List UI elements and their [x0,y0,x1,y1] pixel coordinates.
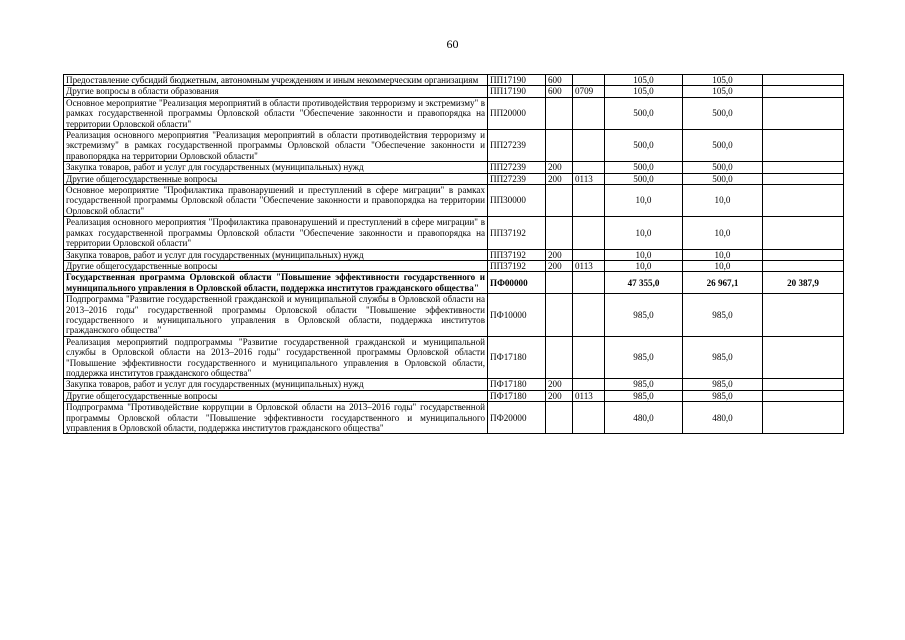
cell-section-code [573,130,605,162]
cell-target-code: ПФ17180 [488,390,546,401]
table-row [64,86,844,97]
cell-section-code [573,75,605,86]
cell-target-code: ПП17190 [488,86,546,97]
cell-amount-3 [763,294,844,337]
table-row [64,390,844,401]
cell-amount-2: 480,0 [683,402,763,434]
cell-target-code: ПП17190 [488,75,546,86]
cell-section-code: 0113 [573,390,605,401]
cell-name: Реализация основного мероприятия "Профилактика правонарушений и преступлений в сфере миграции" в рамках государственной программы Орловской области "Обеспечение законности и правопорядка на территории Орловской области" [64,217,488,249]
cell-name: Закупка товаров, работ и услуг для государственных (муниципальных) нужд [64,379,488,390]
cell-amount-total: 10,0 [605,260,683,271]
cell-amount-3 [763,217,844,249]
cell-expense-type [546,217,573,249]
cell-target-code: ПП30000 [488,185,546,217]
cell-amount-3 [763,130,844,162]
cell-amount-total: 500,0 [605,130,683,162]
cell-name: Предоставление субсидий бюджетным, автономным учреждениям и иным некоммерческим организациям [64,75,488,86]
cell-expense-type: 200 [546,379,573,390]
cell-target-code: ПП20000 [488,97,546,129]
cell-name: Государственная программа Орловской области "Повышение эффективности государственного и муниципального управления в Орловской области, поддержка институтов гражданского общества" [64,272,488,294]
cell-target-code: ПФ00000 [488,272,546,294]
table-row [64,185,844,217]
cell-section-code [573,162,605,173]
cell-amount-total: 500,0 [605,162,683,173]
cell-amount-3 [763,249,844,260]
cell-name: Реализация мероприятий подпрограммы "Развитие государственной гражданской и муниципальной службы в Орловской области на 2013–2016 годы" государственной программы Орловской области "Повышение эффективности государственного и муниципального управления в Орловской области, поддержка институтов гражданского общества" [64,336,488,379]
cell-expense-type [546,130,573,162]
cell-amount-total: 985,0 [605,294,683,337]
table-row [64,379,844,390]
cell-name: Другие общегосударственные вопросы [64,260,488,271]
cell-name: Другие общегосударственные вопросы [64,390,488,401]
cell-name: Основное мероприятие "Реализация мероприятий в области противодействия терроризму и экстремизму" в рамках государственной программы Орловской области "Обеспечение законности и правопорядка на территории Орловской области" [64,97,488,129]
cell-amount-3 [763,97,844,129]
cell-amount-total: 480,0 [605,402,683,434]
cell-amount-2: 500,0 [683,97,763,129]
cell-section-code [573,402,605,434]
cell-amount-total: 500,0 [605,97,683,129]
table-row [64,336,844,379]
cell-section-code [573,217,605,249]
cell-amount-total: 985,0 [605,390,683,401]
cell-amount-2: 500,0 [683,173,763,184]
table-row [64,294,844,337]
table-body [64,75,844,434]
cell-amount-3 [763,336,844,379]
table-row [64,402,844,434]
cell-section-code [573,336,605,379]
cell-target-code: ПФ17180 [488,336,546,379]
cell-section-code [573,185,605,217]
cell-amount-total: 985,0 [605,336,683,379]
cell-section-code: 0709 [573,86,605,97]
cell-amount-3 [763,402,844,434]
cell-section-code [573,379,605,390]
cell-expense-type [546,185,573,217]
cell-name: Реализация основного мероприятия "Реализация мероприятий в области противодействия терроризму и экстремизму" в рамках государственной программы Орловской области "Обеспечение законности и правопорядка на территории Орловской области" [64,130,488,162]
cell-expense-type: 200 [546,173,573,184]
cell-amount-total: 10,0 [605,217,683,249]
cell-amount-2: 985,0 [683,390,763,401]
table-row [64,130,844,162]
cell-target-code: ПП37192 [488,217,546,249]
cell-amount-3 [763,260,844,271]
cell-amount-total: 985,0 [605,379,683,390]
cell-section-code: 0113 [573,173,605,184]
cell-amount-total: 10,0 [605,249,683,260]
cell-target-code: ПП27239 [488,130,546,162]
cell-target-code: ПП27239 [488,173,546,184]
cell-amount-2: 26 967,1 [683,272,763,294]
cell-amount-total: 47 355,0 [605,272,683,294]
table-row [64,249,844,260]
cell-amount-2: 985,0 [683,336,763,379]
cell-amount-3: 20 387,9 [763,272,844,294]
cell-amount-2: 985,0 [683,379,763,390]
cell-section-code [573,294,605,337]
cell-section-code: 0113 [573,260,605,271]
cell-amount-3 [763,173,844,184]
cell-section-code [573,249,605,260]
cell-amount-3 [763,75,844,86]
cell-expense-type [546,97,573,129]
cell-target-code: ПФ17180 [488,379,546,390]
cell-name: Закупка товаров, работ и услуг для государственных (муниципальных) нужд [64,162,488,173]
cell-expense-type: 200 [546,249,573,260]
cell-amount-2: 105,0 [683,86,763,97]
cell-section-code [573,97,605,129]
cell-expense-type: 600 [546,75,573,86]
cell-amount-2: 10,0 [683,185,763,217]
table-row [64,217,844,249]
cell-expense-type [546,402,573,434]
cell-amount-total: 105,0 [605,75,683,86]
cell-amount-total: 500,0 [605,173,683,184]
cell-amount-3 [763,390,844,401]
cell-amount-2: 985,0 [683,294,763,337]
cell-amount-2: 500,0 [683,130,763,162]
cell-name: Подпрограмма "Развитие государственной гражданской и муниципальной службы в Орловской области на 2013–2016 годы" государственной программы Орловской области "Повышение эффективности государственного и муниципального управления в Орловской области, поддержка институтов гражданского общества" [64,294,488,337]
cell-amount-2: 10,0 [683,217,763,249]
page-number: 60 [446,37,459,51]
budget-table [63,74,844,434]
cell-amount-3 [763,185,844,217]
cell-target-code: ПП37192 [488,260,546,271]
cell-amount-3 [763,86,844,97]
cell-amount-2: 500,0 [683,162,763,173]
cell-name: Другие общегосударственные вопросы [64,173,488,184]
cell-target-code: ПП27239 [488,162,546,173]
cell-expense-type: 600 [546,86,573,97]
cell-expense-type: 200 [546,162,573,173]
cell-expense-type [546,336,573,379]
cell-name: Основное мероприятие "Профилактика правонарушений и преступлений в сфере миграции" в рамках государственной программы Орловской области "Обеспечение законности и правопорядка на территории Орловской области" [64,185,488,217]
cell-amount-total: 10,0 [605,185,683,217]
cell-amount-2: 105,0 [683,75,763,86]
table-row [64,173,844,184]
cell-target-code: ПФ20000 [488,402,546,434]
cell-amount-3 [763,162,844,173]
cell-target-code: ПП37192 [488,249,546,260]
cell-target-code: ПФ10000 [488,294,546,337]
cell-amount-total: 105,0 [605,86,683,97]
cell-section-code [573,272,605,294]
table-row [64,260,844,271]
cell-expense-type [546,294,573,337]
table-row [64,75,844,86]
cell-amount-2: 10,0 [683,260,763,271]
cell-expense-type: 200 [546,390,573,401]
cell-amount-2: 10,0 [683,249,763,260]
cell-name: Закупка товаров, работ и услуг для государственных (муниципальных) нужд [64,249,488,260]
cell-expense-type: 200 [546,260,573,271]
cell-amount-3 [763,379,844,390]
table-row [64,162,844,173]
table-row [64,272,844,294]
cell-name: Подпрограмма "Противодействие коррупции в Орловской области на 2013–2016 годы" государственной программы Орловской области "Повышение эффективности государственного и муниципального управления в Орловской области, поддержка институтов гражданского общества" [64,402,488,434]
cell-expense-type [546,272,573,294]
table-row [64,97,844,129]
cell-name: Другие вопросы в области образования [64,86,488,97]
